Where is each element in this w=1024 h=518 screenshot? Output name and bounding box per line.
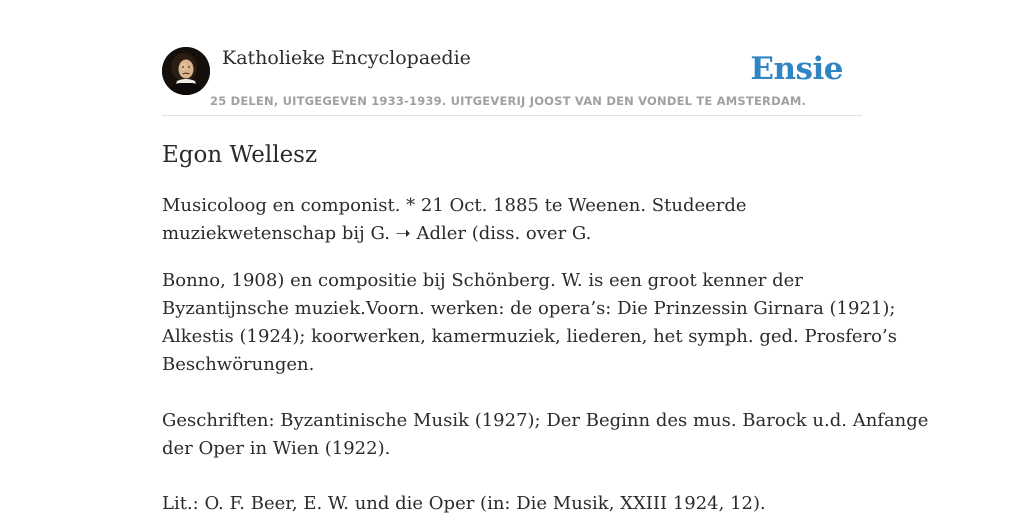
paragraph-line: Byzantijnsche muziek.Voorn. werken: de opera’s: Die Prinzessin Girnara (1921); (162, 298, 896, 319)
paragraph-line: Lit.: O. F. Beer, E. W. und die Oper (in: Die Musik, XXIII 1924, 12). (162, 493, 766, 514)
paragraph-line: der Oper in Wien (1922). (162, 438, 391, 459)
site-title[interactable]: Katholieke Encyclopaedie (222, 47, 471, 69)
site-header (162, 46, 862, 116)
article-paragraph (162, 192, 872, 248)
page-container (162, 0, 929, 514)
paragraph-line: Beschwörungen. (162, 354, 315, 375)
paragraph-line: Musicoloog en componist. * 21 Oct. 1885 te Weenen. Studeerde (162, 195, 747, 216)
portrait-avatar-icon[interactable] (162, 47, 210, 95)
portrait-avatar-image (162, 47, 210, 95)
article-paragraph (162, 490, 872, 518)
paragraph-line: Bonno, 1908) en compositie bij Schönberg. W. is een groot kenner der (162, 270, 803, 291)
brand-logo-link[interactable]: Ensie (750, 51, 843, 87)
article-paragraph (162, 407, 929, 463)
site-subtitle: 25 DELEN, UITGEGEVEN 1933-1939. UITGEVERIJ JOOST VAN DEN VONDEL TE AMSTERDAM. (210, 94, 807, 108)
article-title: Egon Wellesz (162, 142, 318, 168)
article-paragraph (162, 267, 897, 379)
paragraph-line: Geschriften: Byzantinische Musik (1927); Der Beginn des mus. Barock u.d. Anfange (162, 410, 929, 431)
paragraph-line: Alkestis (1924); koorwerken, kamermuziek, liederen, het symph. ged. Prosfero’s (162, 326, 897, 347)
paragraph-line: muziekwetenschap bij G. ➝ Adler (diss. over G. (162, 223, 592, 244)
